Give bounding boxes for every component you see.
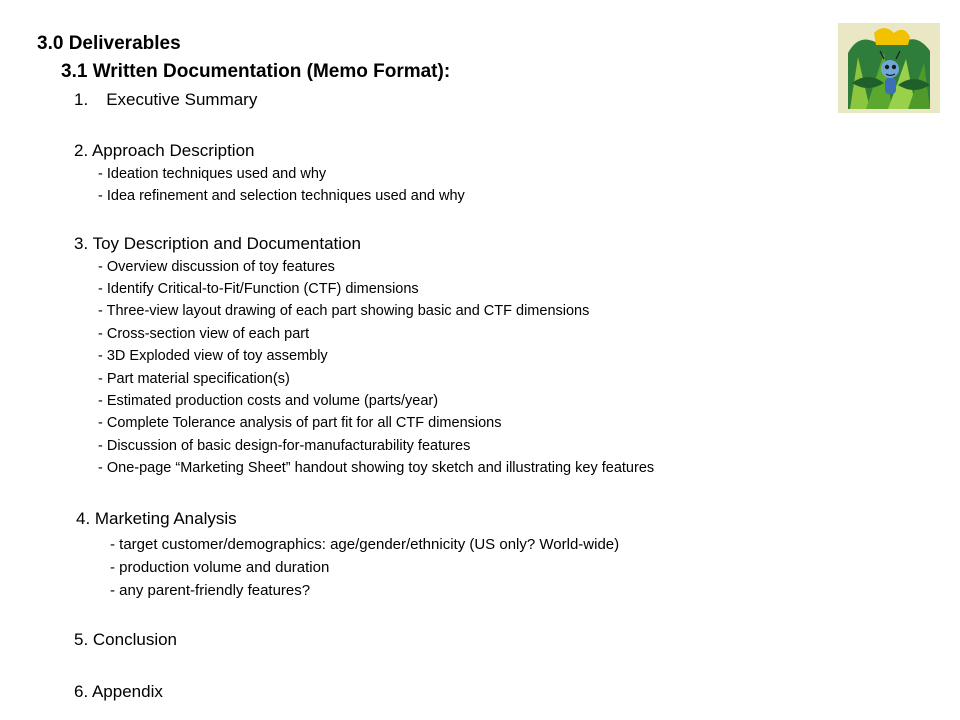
list-item: - Overview discussion of toy features (98, 259, 335, 275)
list-item: - Cross-section view of each part (98, 326, 310, 342)
page-title: 3.0 Deliverables (37, 33, 181, 54)
list-item: - Discussion of basic design-for-manufacturability features (98, 438, 471, 454)
list-item: - Identify Critical-to-Fit/Function (CTF) dimensions (98, 281, 419, 297)
happy-meal-box-image (838, 23, 940, 113)
list-item: - Idea refinement and selection techniques used and why (98, 188, 465, 204)
section-2-title: 2. Approach Description (74, 141, 255, 160)
section-6-title: 6. Appendix (74, 682, 163, 701)
list-item: - target customer/demographics: age/gender/ethnicity (US only? World-wide) (110, 536, 620, 553)
list-item: - One-page “Marketing Sheet” handout showing toy sketch and illustrating key features (98, 460, 655, 476)
section-1-label: Executive Summary (106, 90, 258, 109)
list-item: - production volume and duration (110, 559, 330, 576)
list-item: - Three-view layout drawing of each part showing basic and CTF dimensions (98, 303, 590, 319)
list-item: - Complete Tolerance analysis of part fit for all CTF dimensions (98, 415, 502, 431)
list-item: - any parent-friendly features? (110, 582, 311, 599)
section-5-title: 5. Conclusion (74, 630, 178, 649)
section-1-title (74, 90, 257, 110)
section-3-title: 3. Toy Description and Documentation (74, 234, 361, 253)
list-item: - 3D Exploded view of toy assembly (98, 348, 328, 364)
list-item: - Part material specification(s) (98, 371, 290, 387)
list-item: - Ideation techniques used and why (98, 166, 327, 182)
section-subtitle: 3.1 Written Documentation (Memo Format): (61, 61, 451, 82)
section-1-number: 1. (74, 90, 89, 109)
happy-meal-box-illustration (838, 23, 940, 113)
list-item: - Estimated production costs and volume (parts/year) (98, 393, 439, 409)
section-4-title: 4. Marketing Analysis (76, 509, 237, 528)
